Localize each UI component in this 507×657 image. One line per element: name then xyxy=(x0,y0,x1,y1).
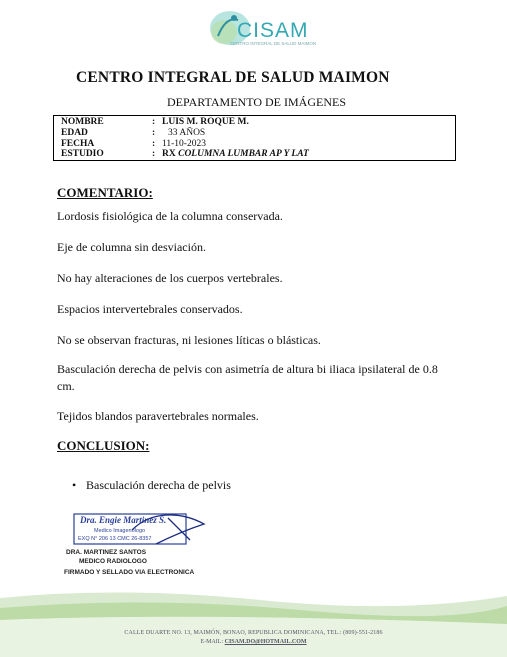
info-colon: : xyxy=(152,149,156,160)
comentario-paragraph: No hay alteraciones de los cuerpos vertebrales. xyxy=(57,271,283,285)
document-title: CENTRO INTEGRAL DE SALUD MAIMON xyxy=(76,69,390,86)
comentario-paragraph: No se observan fracturas, ni lesiones líticas o blásticas. xyxy=(57,333,321,347)
comentario-paragraph: Eje de columna sin desviación. xyxy=(57,240,206,254)
info-colon: : xyxy=(152,138,156,149)
info-label: ESTUDIO xyxy=(61,149,104,160)
info-label: FECHA xyxy=(61,138,95,149)
logo-wordmark: CISAM xyxy=(237,19,309,42)
stamp-exq-text: EXQ N° 206 13 CMC 26-8357 xyxy=(78,536,152,542)
conclusion-list xyxy=(72,478,231,493)
signer-role: MEDICO RADIOLOGO xyxy=(79,558,147,565)
info-value xyxy=(162,149,309,160)
footer-wave-decoration xyxy=(0,590,507,657)
stamp-name-text: Dra. Engie Martinez S. xyxy=(80,515,167,525)
comentario-paragraph: Basculación derecha de pelvis con asimetría de altura bi iliaca ipsilateral de 0.8 cm. xyxy=(57,362,438,393)
patient-info-box xyxy=(53,115,456,161)
comentario-heading: COMENTARIO: xyxy=(57,185,153,200)
footer-email-line xyxy=(0,639,507,645)
info-value: 11-10-2023 xyxy=(162,138,206,149)
comentario-paragraph: Lordosis fisiológica de la columna conservada. xyxy=(57,209,283,223)
info-row-edad xyxy=(58,128,455,139)
logo-tagline: CENTRO INTEGRAL DE SALUD MAIMON xyxy=(230,41,317,46)
footer-address: CALLE DUARTE NO. 13, MAIMÓN, BONAO, REPUBLICA DOMINICANA, TEL.: (809)-551-2186 xyxy=(124,630,383,636)
study-name: COLUMNA LUMBAR AP Y LAT xyxy=(178,149,309,160)
conclusion-item: Basculación derecha de pelvis xyxy=(86,478,231,492)
comentario-paragraph: Tejidos blandos paravertebrales normales. xyxy=(57,409,259,423)
stamp-role-text: Medico Imagenologo xyxy=(94,528,146,534)
info-value: 33 AÑOS xyxy=(168,127,206,138)
info-row-nombre xyxy=(58,117,455,128)
info-row-fecha xyxy=(58,139,455,150)
info-colon: : xyxy=(152,127,156,138)
info-row-estudio xyxy=(58,149,455,160)
footer-email-link[interactable]: CISAM.DO@HOTMAIL.COM xyxy=(224,639,307,645)
conclusion-heading: CONCLUSION: xyxy=(57,438,150,453)
signature-note: FIRMADO Y SELLADO VIA ELECTRONICA xyxy=(64,569,195,576)
comentario-paragraph: Espacios intervertebrales conservados. xyxy=(57,302,243,316)
info-label: NOMBRE xyxy=(61,117,104,127)
signature-stamp xyxy=(72,510,208,550)
department-name: DEPARTAMENTO DE IMÁGENES xyxy=(167,95,346,109)
footer-email-label: E-MAIL: xyxy=(200,639,224,645)
study-prefix: RX xyxy=(162,149,176,160)
bullet-icon: • xyxy=(72,478,77,492)
signer-name: DRA. MARTINEZ SANTOS xyxy=(66,549,147,556)
info-label: EDAD xyxy=(61,127,88,138)
info-value: LUIS M. ROQUE M. xyxy=(162,117,249,127)
info-colon: : xyxy=(152,117,156,127)
